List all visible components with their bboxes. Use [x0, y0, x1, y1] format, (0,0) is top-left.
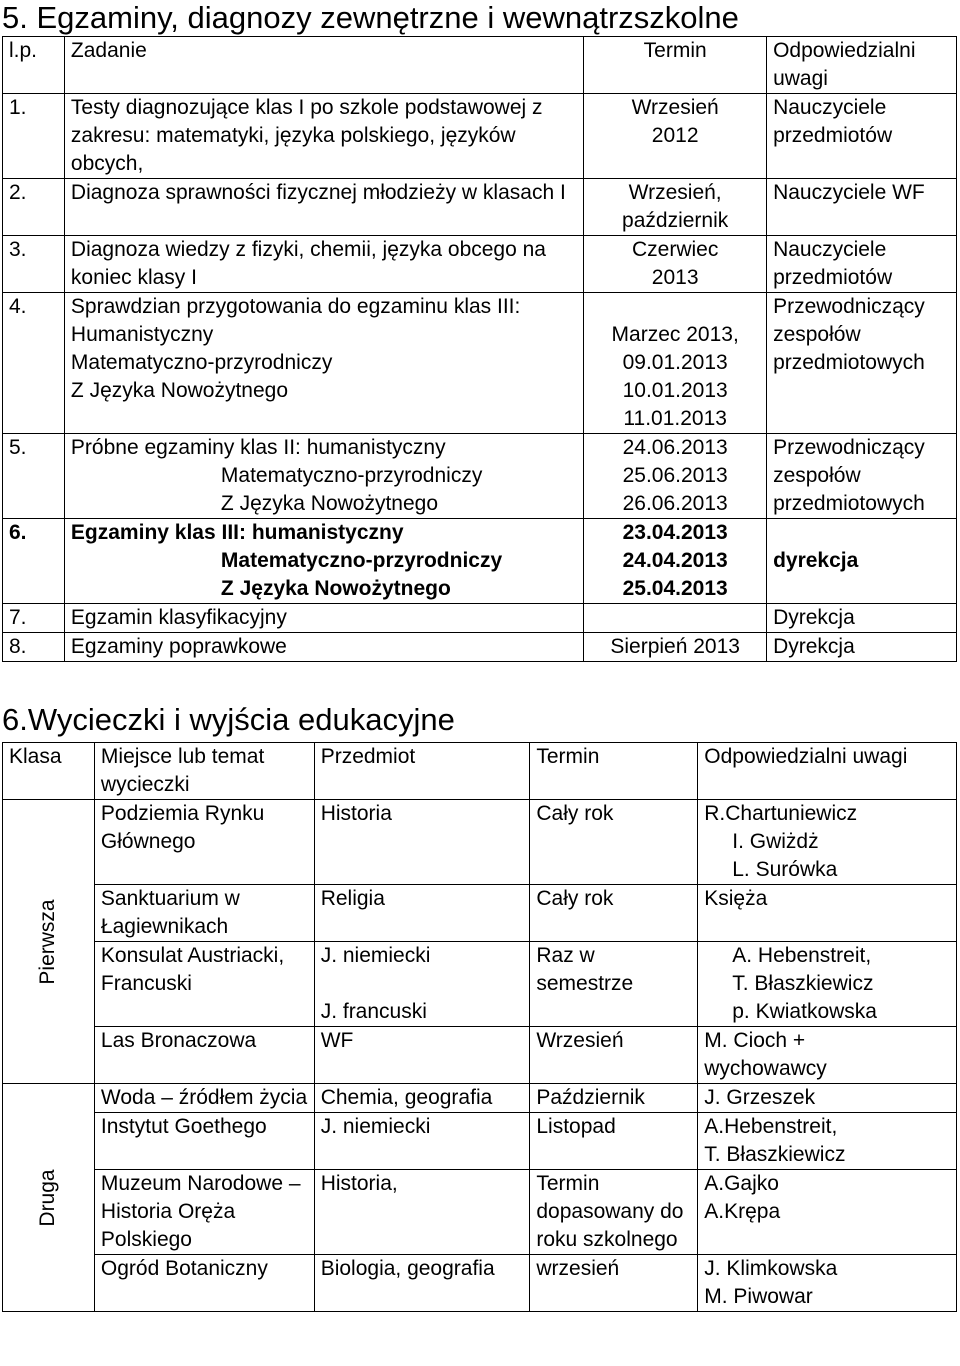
resp-cell	[698, 1027, 957, 1084]
section-5-title: 5. Egzaminy, diagnozy zewnętrzne i wewnątrzszkolne	[2, 0, 739, 35]
resp-line: A. Hebenstreit,	[732, 944, 872, 967]
subject-line: J. niemiecki	[320, 944, 431, 967]
table-row	[3, 94, 957, 179]
resp-line: M. Cioch +	[704, 1029, 806, 1052]
resp-line: A.Hebenstreit,	[704, 1115, 838, 1138]
term-cell: Raz w semestrze	[530, 942, 698, 1027]
term-cell	[584, 434, 767, 519]
term-cell: Cały rok	[530, 885, 698, 942]
task-text: Diagnoza sprawności fizycznej młodzieży w klasach I	[64, 179, 583, 236]
task-subline: Z Języka Nowożytnego	[220, 492, 439, 515]
term-line: 23.04.2013	[622, 521, 728, 544]
header-resp: Odpowiedzialni uwagi	[767, 37, 957, 94]
table-row	[3, 519, 957, 604]
task-text: Diagnoza wiedzy z fizyki, chemii, języka obcego na koniec klasy I	[64, 236, 583, 293]
resp-cell	[698, 1170, 957, 1255]
resp-line: zespołów	[773, 323, 861, 346]
resp-cell	[767, 94, 957, 179]
resp-line: p. Kwiatkowska	[732, 1000, 877, 1023]
task-cell	[64, 293, 583, 434]
resp-line: przedmiotowych	[773, 492, 925, 515]
subject-cell: Historia,	[314, 1170, 530, 1255]
task-cell	[64, 434, 583, 519]
task-text: Egzaminy klas III: humanistyczny	[70, 521, 404, 544]
table-row	[3, 434, 957, 519]
resp-cell: Nauczyciele WF	[767, 179, 957, 236]
resp-line: Przewodniczący	[773, 295, 925, 318]
place-cell: Sanktuarium w Łagiewnikach	[94, 885, 314, 942]
header-lp: l.p.	[3, 37, 65, 94]
resp-cell: dyrekcja	[767, 519, 957, 604]
place-cell: Ogród Botaniczny	[94, 1255, 314, 1312]
table-row	[3, 1170, 957, 1255]
resp-cell: Dyrekcja	[767, 633, 957, 662]
term-line: 24.06.2013	[622, 436, 728, 459]
table-row	[3, 885, 957, 942]
term-line: 26.06.2013	[622, 492, 728, 515]
term-line: 09.01.2013	[622, 351, 728, 374]
term-cell: Październik	[530, 1084, 698, 1113]
class-label-cell	[3, 1084, 95, 1312]
row-number: 7.	[3, 604, 65, 633]
resp-line: Nauczyciele	[773, 96, 887, 119]
resp-cell	[767, 293, 957, 434]
resp-cell	[698, 800, 957, 885]
resp-line: Przewodniczący	[773, 436, 925, 459]
resp-line: T. Błaszkiewicz	[732, 972, 874, 995]
resp-line: I. Gwiżdż	[732, 830, 819, 853]
term-cell: Wrzesień	[530, 1027, 698, 1084]
table-row	[3, 604, 957, 633]
table-header-row	[3, 743, 957, 800]
term-cell: Sierpień 2013	[584, 633, 767, 662]
table-row	[3, 236, 957, 293]
table-row	[3, 179, 957, 236]
resp-cell: Dyrekcja	[767, 604, 957, 633]
row-number: 4.	[3, 293, 65, 434]
resp-cell	[767, 434, 957, 519]
term-cell	[584, 519, 767, 604]
resp-cell: J. Grzeszek	[698, 1084, 957, 1113]
header-klasa: Klasa	[3, 743, 95, 800]
term-line: październik	[622, 209, 729, 232]
subject-cell: Religia	[314, 885, 530, 942]
term-cell: wrzesień	[530, 1255, 698, 1312]
resp-line: wychowawcy	[704, 1057, 827, 1080]
task-subline: Matematyczno-przyrodniczy	[220, 549, 503, 572]
resp-line: A.Krępa	[704, 1200, 781, 1223]
header-resp: Odpowiedzialni uwagi	[698, 743, 957, 800]
resp-line: przedmiotów	[773, 266, 893, 289]
class-label-cell	[3, 800, 95, 1084]
term-cell: Termin dopasowany do roku szkolnego	[530, 1170, 698, 1255]
resp-line: J. Klimkowska	[704, 1257, 838, 1280]
header-task: Zadanie	[64, 37, 583, 94]
place-cell: Las Bronaczowa	[94, 1027, 314, 1084]
resp-line: Nauczyciele	[773, 238, 887, 261]
row-number: 3.	[3, 236, 65, 293]
term-line: 25.06.2013	[622, 464, 728, 487]
resp-cell	[698, 1113, 957, 1170]
subject-line	[321, 970, 524, 998]
task-subline: Matematyczno-przyrodniczy	[70, 351, 333, 374]
table-row	[3, 1084, 957, 1113]
term-line: 2012	[651, 124, 699, 147]
term-line: Marzec 2013,	[611, 323, 739, 346]
resp-cell: Księża	[698, 885, 957, 942]
term-line: Czerwiec	[631, 238, 719, 261]
resp-line: R.Chartuniewicz	[704, 802, 858, 825]
task-text: Testy diagnozujące klas I po szkole podstawowej z zakresu: matematyki, języka polskiego, języków obcych,	[64, 94, 583, 179]
trips-table	[2, 742, 957, 1312]
term-cell	[584, 293, 767, 434]
row-number: 5.	[3, 434, 65, 519]
term-line: 25.04.2013	[622, 577, 728, 600]
row-number: 8.	[3, 633, 65, 662]
term-cell	[584, 94, 767, 179]
subject-cell: WF	[314, 1027, 530, 1084]
exams-table	[2, 36, 957, 662]
resp-line: przedmiotowych	[773, 351, 925, 374]
section-6-title: 6.Wycieczki i wyjścia edukacyjne	[2, 702, 455, 737]
table-row	[3, 942, 957, 1027]
resp-cell	[767, 236, 957, 293]
term-cell	[584, 179, 767, 236]
subject-line: J. francuski	[320, 1000, 427, 1023]
place-cell: Konsulat Austriacki, Francuski	[94, 942, 314, 1027]
table-row	[3, 293, 957, 434]
term-line: 10.01.2013	[622, 379, 728, 402]
table-row	[3, 1255, 957, 1312]
row-number: 2.	[3, 179, 65, 236]
header-place: Miejsce lub temat wycieczki	[94, 743, 314, 800]
class-label: Druga	[36, 1168, 60, 1227]
task-cell	[64, 519, 583, 604]
class-label: Pierwsza	[36, 898, 60, 985]
resp-cell	[698, 942, 957, 1027]
row-number: 1.	[3, 94, 65, 179]
table-row	[3, 800, 957, 885]
place-cell: Instytut Goethego	[94, 1113, 314, 1170]
header-term: Termin	[584, 37, 767, 94]
table-row	[3, 1027, 957, 1084]
term-cell: Listopad	[530, 1113, 698, 1170]
subject-cell: Chemia, geografia	[314, 1084, 530, 1113]
header-subject: Przedmiot	[314, 743, 530, 800]
term-line	[590, 293, 760, 321]
subject-cell: Historia	[314, 800, 530, 885]
task-text: Egzamin klasyfikacyjny	[64, 604, 583, 633]
term-line: Wrzesień,	[628, 181, 722, 204]
table-header-row	[3, 37, 957, 94]
task-subline: Matematyczno-przyrodniczy	[220, 464, 483, 487]
resp-line: przedmiotów	[773, 124, 893, 147]
header-term: Termin	[530, 743, 698, 800]
resp-cell	[698, 1255, 957, 1312]
subject-cell	[314, 942, 530, 1027]
task-text: Egzaminy poprawkowe	[64, 633, 583, 662]
term-cell: Cały rok	[530, 800, 698, 885]
resp-line: M. Piwowar	[704, 1285, 813, 1308]
subject-cell: Biologia, geografia	[314, 1255, 530, 1312]
resp-line: zespołów	[773, 464, 861, 487]
table-row	[3, 633, 957, 662]
term-cell	[584, 236, 767, 293]
task-subline: Humanistyczny	[70, 323, 214, 346]
term-line: 11.01.2013	[623, 407, 727, 430]
task-text: Próbne egzaminy klas II: humanistyczny	[70, 436, 446, 459]
task-subline: Z Języka Nowożytnego	[220, 577, 451, 600]
subject-cell: J. niemiecki	[314, 1113, 530, 1170]
place-cell: Woda – źródłem życia	[94, 1084, 314, 1113]
task-subline: Z Języka Nowożytnego	[70, 379, 289, 402]
place-cell: Muzeum Narodowe – Historia Oręża Polskiego	[94, 1170, 314, 1255]
resp-line: L. Surówka	[732, 858, 838, 881]
term-line: Wrzesień	[631, 96, 719, 119]
term-cell	[584, 604, 767, 633]
place-cell: Podziemia Rynku Głównego	[94, 800, 314, 885]
row-number: 6.	[3, 519, 65, 604]
term-line: 2013	[651, 266, 699, 289]
resp-line: T. Błaszkiewicz	[704, 1143, 846, 1166]
term-line: 24.04.2013	[622, 549, 728, 572]
table-row	[3, 1113, 957, 1170]
resp-line: A.Gajko	[704, 1172, 779, 1195]
task-text: Sprawdzian przygotowania do egzaminu klas III:	[70, 295, 521, 318]
